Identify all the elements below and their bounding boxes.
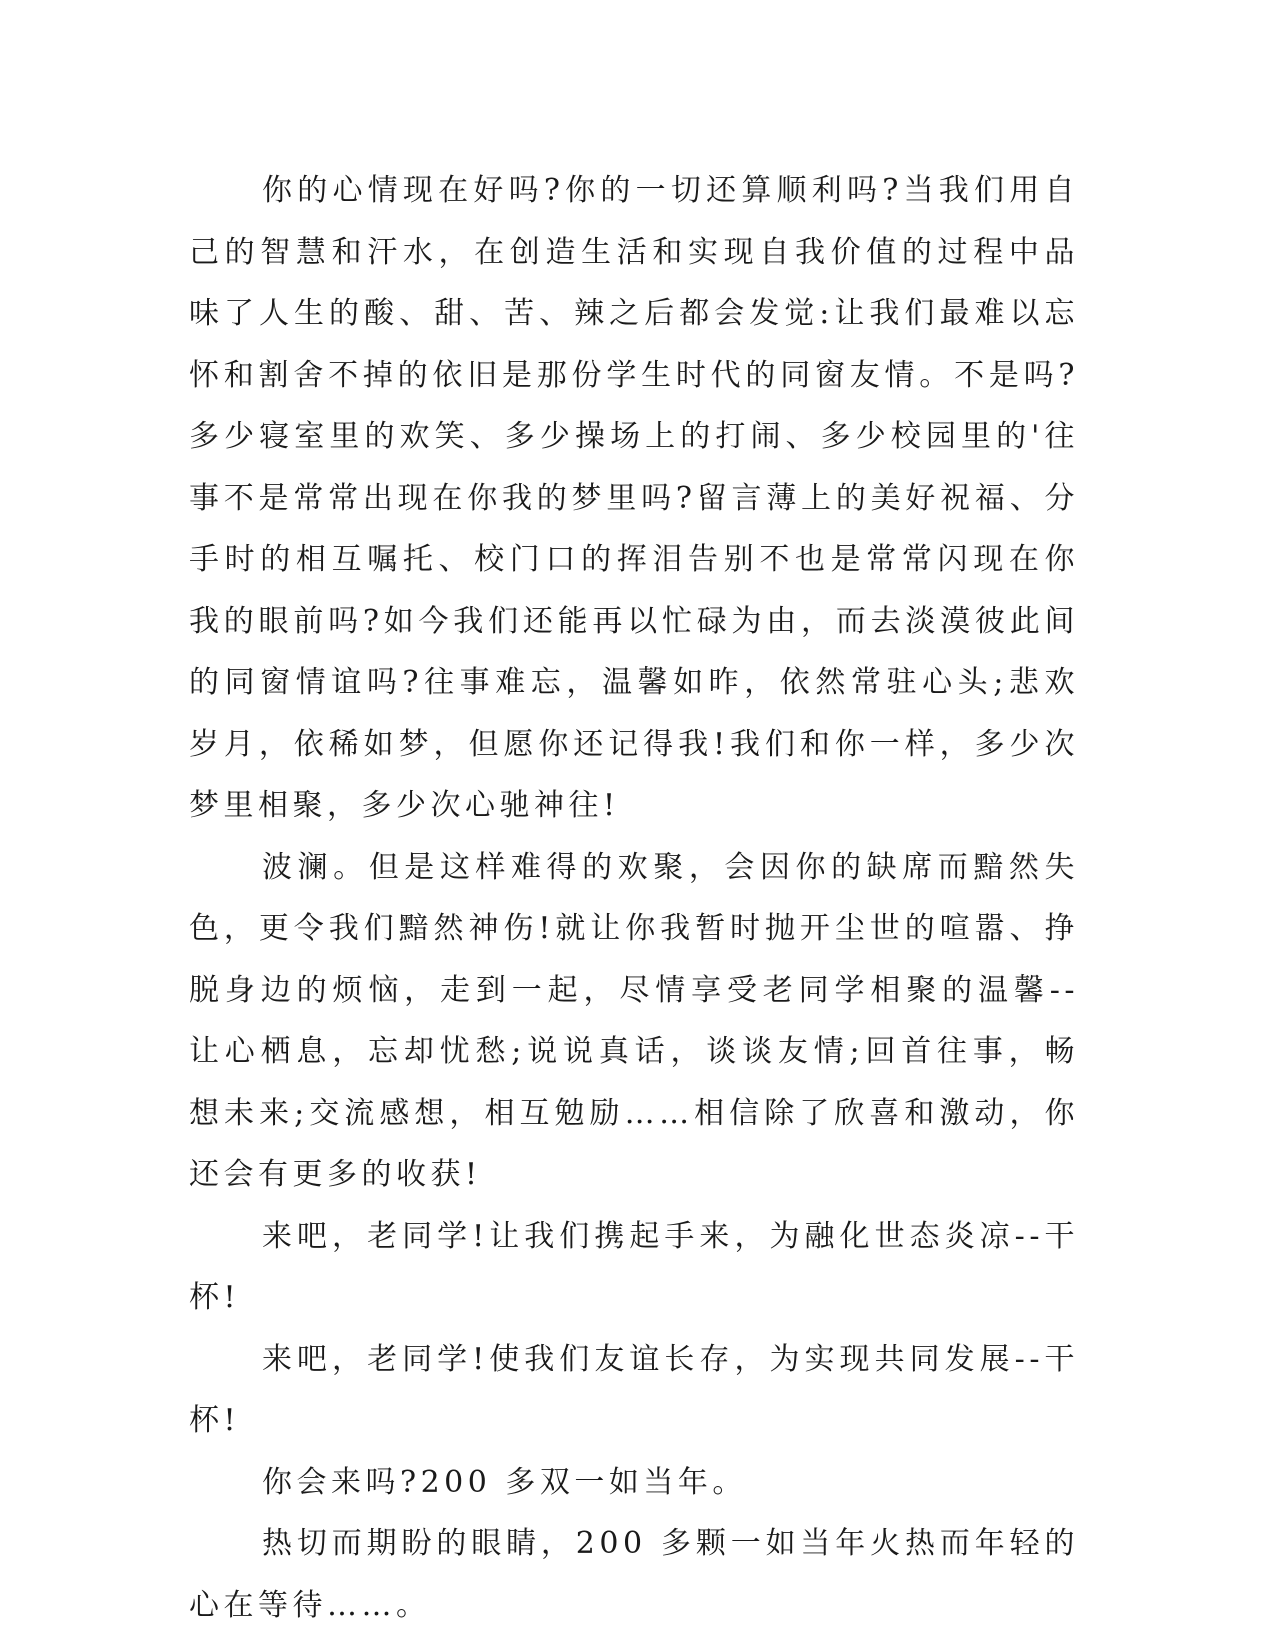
paragraph-question: 你会来吗?200 多双一如当年。 xyxy=(262,1464,747,1500)
paragraph-greeting: 你的心情现在好吗?你的一切还算顺利吗?当我们用自己的智慧和汗水，在创造生活和实现自我价值的过程中品味了人生的酸、甜、苦、辣之后都会发觉:让我们最难以忘怀和割舍不掉的依旧是那份学生时代的同窗友情。不是吗?多少寝室里的欢笑、多少操场上的打闹、多少校园里的'往事不是常常出现在你我的梦里吗?留言薄上的美好祝福、分手时的相互嘱托、校门口的挥泪告别不也是常常闪现在你我的眼前吗?如今我们还能再以忙碌为由，而去淡漠彼此间的同窗情谊吗?往事难忘，温馨如昨，依然常驻心头;悲欢岁月，依稀如梦，但愿你还记得我!我们和你一样，多少次梦里相聚，多少次心驰神往! xyxy=(189,173,1079,823)
document-body xyxy=(189,160,1079,1636)
paragraph-toast-2: 来吧，老同学!使我们友谊长存，为实现共同发展--干杯! xyxy=(189,1341,1079,1438)
paragraph-closing: 热切而期盼的眼睛，200 多颗一如当年火热而年轻的心在等待……。 xyxy=(189,1526,1079,1623)
paragraph-invitation: 波澜。但是这样难得的欢聚，会因你的缺席而黯然失色，更令我们黯然神伤!就让你我暂时抛开尘世的喧嚣、挣脱身边的烦恼，走到一起，尽情享受老同学相聚的温馨--让心栖息，忘却忧愁;说说真话，谈谈友情;回首往事，畅想未来;交流感想，相互勉励……相信除了欣喜和激动，你还会有更多的收获! xyxy=(189,849,1079,1192)
paragraph-toast-1: 来吧，老同学!让我们携起手来，为融化世态炎凉--干杯! xyxy=(189,1218,1079,1315)
